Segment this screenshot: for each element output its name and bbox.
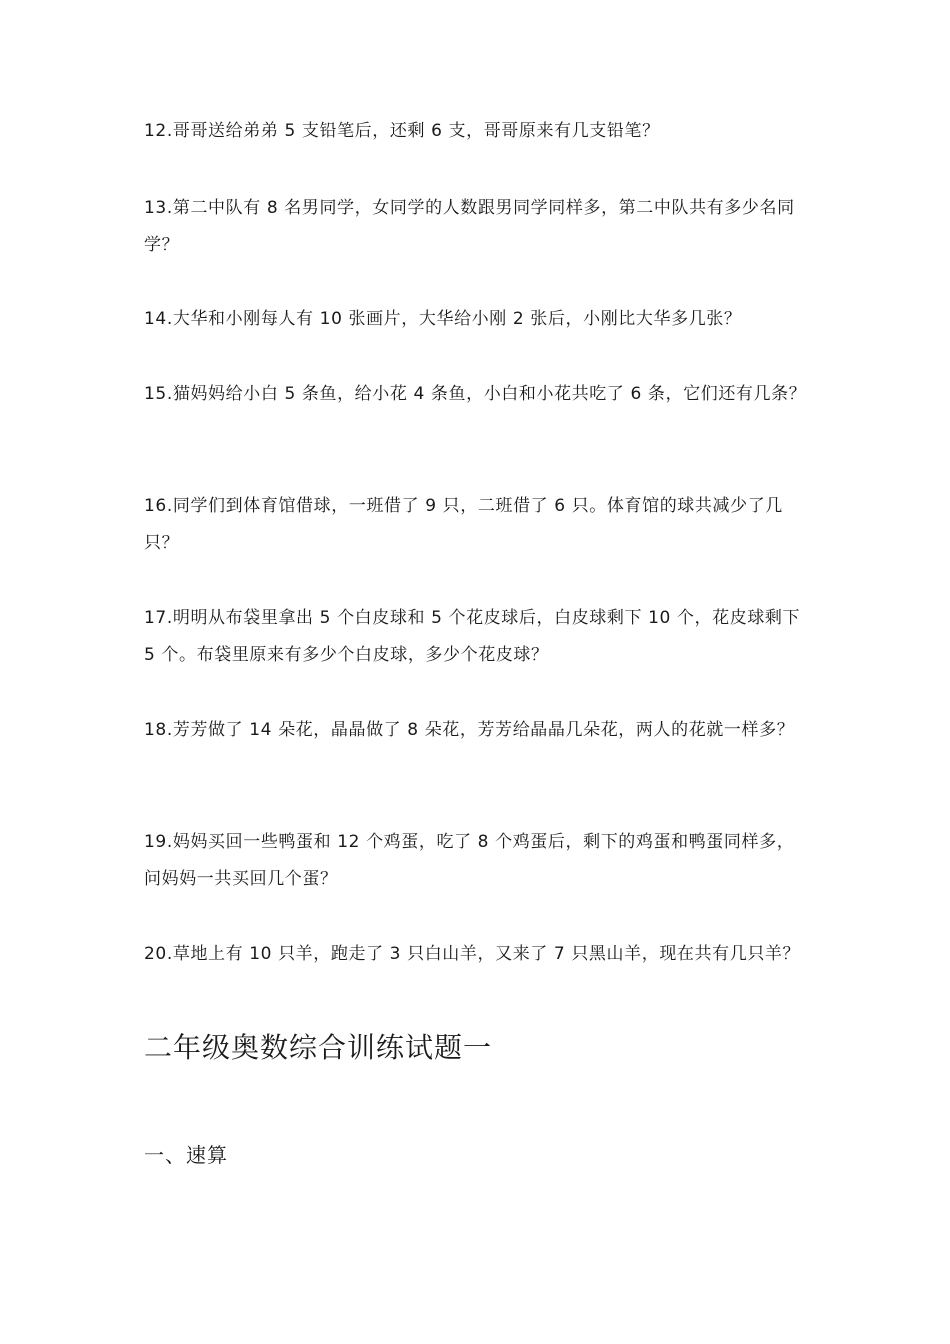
question-text: 哥哥送给弟弟 5 支铅笔后，还剩 6 支，哥哥原来有几支铅笔？ bbox=[172, 121, 660, 141]
question-12 bbox=[144, 113, 808, 150]
question-text: 同学们到体育馆借球，一班借了 9 只，二班借了 6 只。体育馆的球共减少了几只？ bbox=[144, 496, 783, 553]
question-number: 19. bbox=[144, 832, 173, 852]
question-20 bbox=[144, 936, 808, 973]
question-number: 15. bbox=[144, 384, 173, 404]
question-18 bbox=[144, 712, 808, 749]
subsection-title: 一、速算 bbox=[144, 1143, 228, 1167]
question-number: 18. bbox=[144, 720, 173, 740]
question-15 bbox=[144, 376, 808, 413]
question-text: 猫妈妈给小白 5 条鱼，给小花 4 条鱼，小白和小花共吃了 6 条，它们还有几条？ bbox=[172, 384, 807, 404]
question-16 bbox=[144, 488, 808, 562]
question-number: 14. bbox=[144, 309, 173, 329]
question-number: 13. bbox=[144, 198, 173, 218]
question-13 bbox=[144, 190, 808, 264]
question-number: 12. bbox=[144, 121, 173, 141]
question-17 bbox=[144, 600, 808, 674]
question-text: 妈妈买回一些鸭蛋和 12 个鸡蛋，吃了 8 个鸡蛋后，剩下的鸡蛋和鸭蛋同样多，问妈妈一共买回几个蛋？ bbox=[144, 832, 795, 889]
question-text: 明明从布袋里拿出 5 个白皮球和 5 个花皮球后，白皮球剩下 10 个，花皮球剩下 5 个。布袋里原来有多少个白皮球，多少个花皮球？ bbox=[144, 608, 801, 665]
question-text: 第二中队有 8 名男同学，女同学的人数跟男同学同样多，第二中队共有多少名同学？ bbox=[144, 198, 795, 255]
question-text: 草地上有 10 只羊，跑走了 3 只白山羊，又来了 7 只黑山羊，现在共有几只羊？ bbox=[172, 944, 801, 964]
question-number: 16. bbox=[144, 496, 173, 516]
section-title: 二年级奥数综合训练试题一 bbox=[144, 1031, 493, 1064]
question-number: 20. bbox=[144, 944, 173, 964]
question-19 bbox=[144, 824, 808, 898]
question-14 bbox=[144, 301, 808, 338]
question-text: 芳芳做了 14 朵花，晶晶做了 8 朵花，芳芳给晶晶几朵花，两人的花就一样多？ bbox=[172, 720, 795, 740]
question-number: 17. bbox=[144, 608, 173, 628]
question-text: 大华和小刚每人有 10 张画片，大华给小刚 2 张后，小刚比大华多几张？ bbox=[172, 309, 742, 329]
